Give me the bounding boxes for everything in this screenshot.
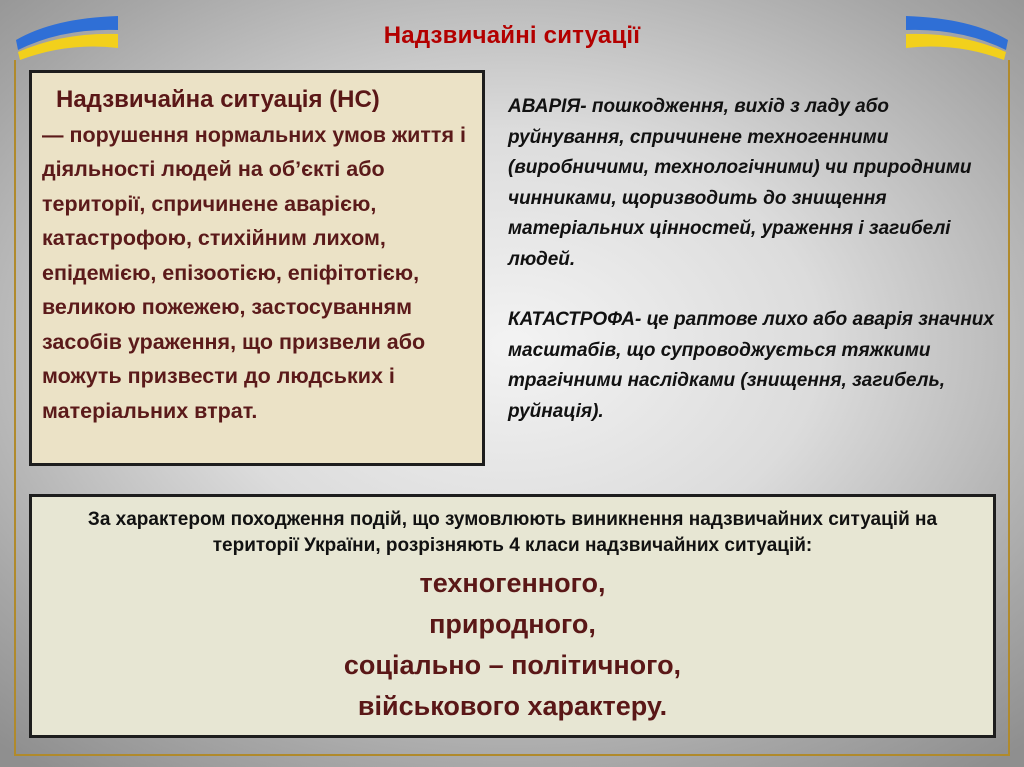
class-item-military: військового характеру.: [357, 691, 668, 721]
terms-column: [494, 92, 994, 427]
frame-line-bottom: [14, 754, 1010, 756]
frame-line-left: [14, 60, 16, 756]
accident-definition: АВАРІЯ- пошкодження, вихід з ладу або руйнування, спричинене техногенними (виробничими, технологічними) чи природними чинниками, щоризводить до знищення матеріальних цінностей, ураження і загибелі людей.: [508, 96, 972, 270]
classes-list: [32, 563, 993, 727]
definition-text: — порушення нормальних умов життя і діяльності людей на об’єкті або території, спричинене аварією, катастрофою, стихійним лихом, епідемією, епізоотією, епіфітотією, великою пожежею, застосуванням засобів ураження, що призвели або можуть призвести до людських і матеріальних втрат.: [42, 122, 466, 423]
definition-term: Надзвичайна ситуація (НС): [56, 86, 380, 113]
class-item-technogenic: техногенного,: [419, 568, 606, 598]
class-item-natural: природного,: [429, 609, 596, 639]
frame-line-right: [1008, 60, 1010, 756]
slide-title: Надзвичайні ситуації: [383, 22, 641, 49]
catastrophe-definition: КАТАСТРОФА- це раптове лихо або аварія значних масштабів, що супроводжується тяжкими трагічними наслідками (знищення, загибель, руйнація).: [508, 309, 994, 422]
classes-intro: За характером походження подій, що зумовлюють виникнення надзвичайних ситуацій на території України, розрізняють 4 класи надзвичайних ситуацій:: [87, 509, 938, 556]
definition-box: [29, 70, 485, 466]
class-item-socio-political: соціально – політичного,: [343, 650, 682, 680]
classes-box: [29, 494, 996, 738]
